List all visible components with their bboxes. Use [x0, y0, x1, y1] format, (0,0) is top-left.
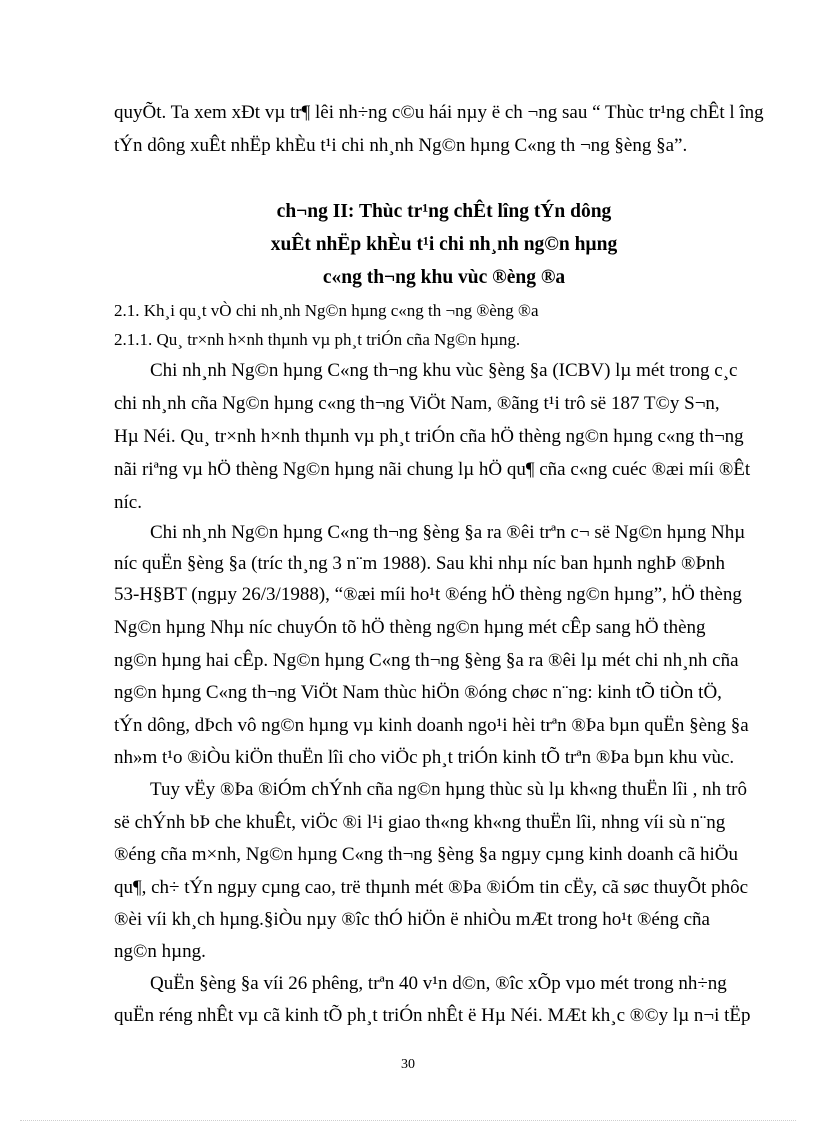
paragraph4-line-1: QuËn §èng §a víi 26 phêng, trªn 40 v¹n d©n, ®îc xÕp vµo mét trong nh÷ng: [150, 973, 727, 994]
paragraph2-line-2: níc quËn §èng §a (tríc th¸ng 3 n¨m 1988). Sau khi nhµ níc ban hµnh nghÞ ®Þnh: [114, 553, 726, 574]
chapter-title-line-1: ch¬ng II: Thùc tr¹ng chÊt lîng tÝn dông: [276, 201, 612, 222]
paragraph3-line-3: ®éng cña m×nh, Ng©n hµng C«ng th¬ng §èng §a ngµy cµng kinh doanh cã hiÖu: [114, 844, 739, 865]
intro-line-2: tÝn dông xuÊt nhËp khÈu t¹i chi nh¸nh Ng©n hµng C«ng th ¬ng §èng §a”.: [114, 135, 688, 156]
paragraph3-line-5: ®èi víi kh¸ch hµng.§iÒu nµy ®îc thÓ hiÖn ë nhiÒu mÆt trong ho¹t ®éng cña: [114, 909, 710, 930]
paragraph2-line-7: tÝn dông, dÞch vô ng©n hµng vµ kinh doanh ngo¹i hèi trªn ®Þa bµn quËn §èng §a: [114, 715, 749, 736]
intro-line-1: quyÕt. Ta xem xÐt vµ tr¶ lêi nh÷ng c©u hái nµy ë ch ¬ng sau “ Thùc tr¹ng chÊt l îng: [114, 102, 764, 123]
page-number: 30: [401, 1057, 415, 1072]
paragraph2-line-3: 53-H§BT (ngµy 26/3/1988), “®æi míi ho¹t ®éng hÖ thèng ng©n hµng”, hÖ thèng: [114, 584, 742, 605]
paragraph3-line-2: së chÝnh bÞ che khuÊt, viÖc ®i l¹i giao th«ng kh«ng thuËn lîi, nhng víi sù n¨ng: [114, 812, 726, 833]
paragraph3-line-6: ng©n hµng.: [114, 941, 206, 962]
paragraph1-line-1: Chi nh¸nh Ng©n hµng C«ng th¬ng khu vùc §èng §a (ICBV) lµ mét trong c¸c: [150, 360, 738, 381]
paragraph2-line-1: Chi nh¸nh Ng©n hµng C«ng th¬ng §èng §a ra ®êi trªn c¬ së Ng©n hµng Nhµ: [150, 522, 746, 543]
paragraph1-line-4: nãi riªng vµ hÖ thèng Ng©n hµng nãi chung lµ hÖ qu¶ cña c«ng cuéc ®æi míi ®Êt: [114, 459, 751, 480]
paragraph1-line-3: Hµ Néi. Qu¸ tr×nh h×nh thµnh vµ ph¸t triÓn cña hÖ thèng ng©n hµng c«ng th¬ng: [114, 426, 744, 447]
paragraph1-line-2: chi nh¸nh cña Ng©n hµng c«ng th¬ng ViÖt Nam, ®ãng t¹i trô së 187 T©y S¬n,: [114, 393, 720, 414]
section-heading-2-1-1: 2.1.1. Qu¸ tr×nh h×nh thµnh vµ ph¸t triÓn cña Ng©n hµng.: [114, 330, 521, 349]
paragraph1-line-5: níc.: [114, 492, 142, 513]
paragraph2-line-5: ng©n hµng hai cÊp. Ng©n hµng C«ng th¬ng §èng §a ra ®êi lµ mét chi nh¸nh cña: [114, 650, 739, 671]
chapter-title-line-2: xuÊt nhËp khÈu t¹i chi nh¸nh ng©n hµng: [270, 234, 618, 255]
paragraph2-line-8: nh»m t¹o ®iÒu kiÖn thuËn lîi cho viÖc ph¸t triÓn kinh tÕ trªn ®Þa bµn khu vùc.: [114, 747, 735, 768]
paragraph4-line-2: quËn réng nhÊt vµ cã kinh tÕ ph¸t triÓn nhÊt ë Hµ Néi. MÆt kh¸c ®©y lµ n¬i tËp: [114, 1005, 751, 1026]
section-heading-2-1: 2.1. Kh¸i qu¸t vÒ chi nh¸nh Ng©n hµng c«ng th ¬ng ®èng ®a: [114, 301, 539, 320]
paragraph2-line-6: ng©n hµng C«ng th¬ng ViÖt Nam thùc hiÖn ®óng chøc n¨ng: kinh tÕ tiÒn tÖ,: [114, 682, 722, 703]
paragraph3-line-1: Tuy vËy ®Þa ®iÓm chÝnh cña ng©n hµng thùc sù lµ kh«ng thuËn lîi , nh trô: [150, 779, 748, 800]
paragraph3-line-4: qu¶, ch÷ tÝn ngµy cµng cao, trë thµnh mét ®Þa ®iÓm tin cËy, cã søc thuyÕt phôc: [114, 877, 749, 898]
paragraph2-line-4: Ng©n hµng Nhµ níc chuyÓn tõ hÖ thèng ng©n hµng mét cÊp sang hÖ thèng: [114, 617, 706, 638]
page-bottom-divider: [20, 1120, 796, 1121]
chapter-title-line-3: c«ng th¬ng khu vùc ®èng ®a: [322, 267, 566, 288]
